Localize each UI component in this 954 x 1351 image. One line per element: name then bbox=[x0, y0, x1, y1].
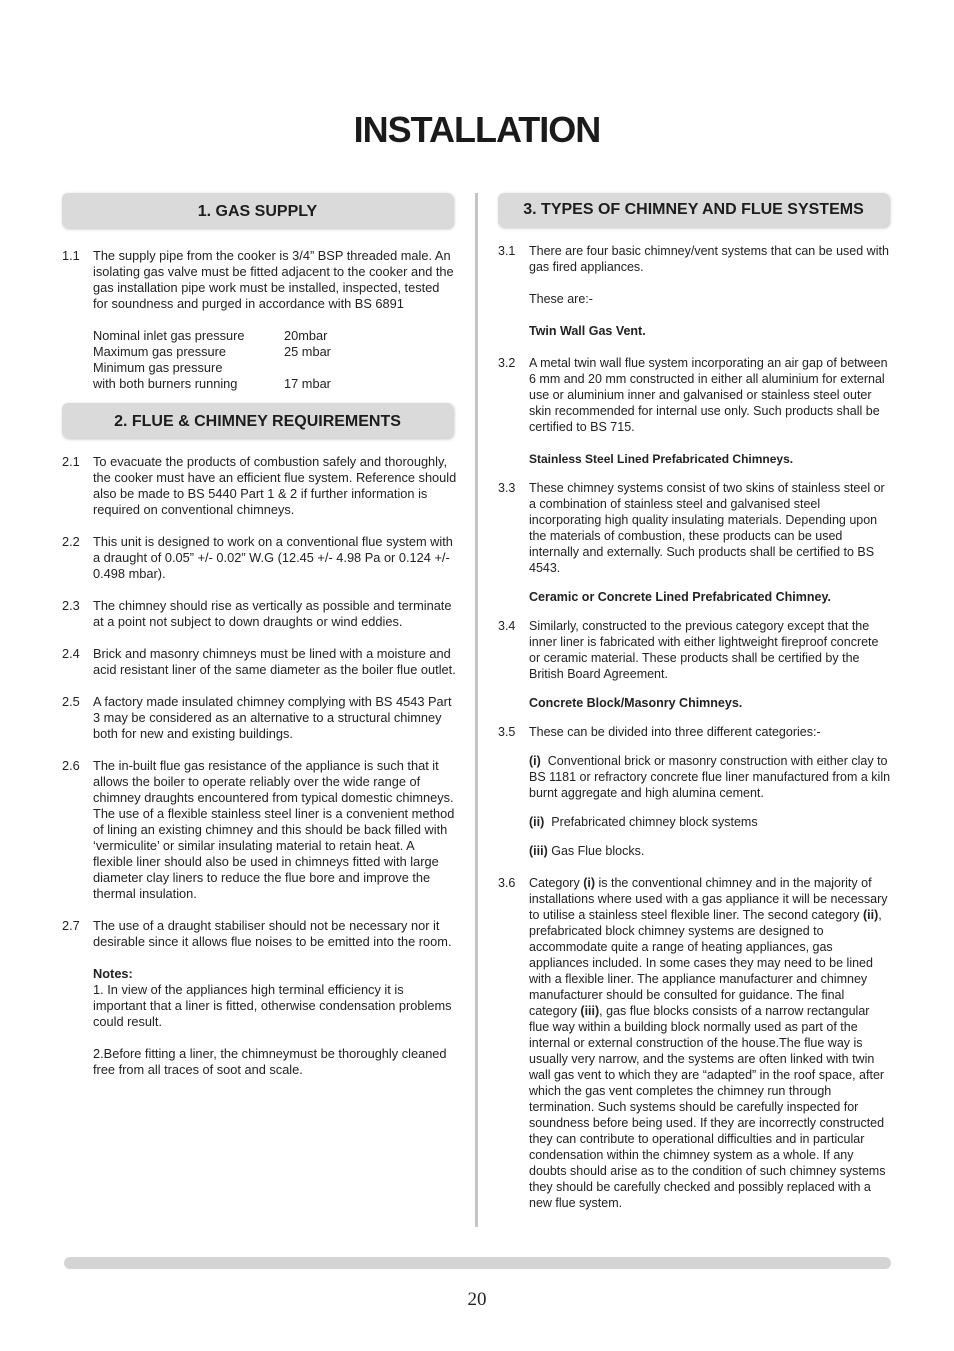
category-text: Conventional brick or masonry construction with either clay to BS 1181 or refractory concrete flue liner manufactured from a kiln burnt aggregate and high alumina cement. bbox=[529, 754, 891, 800]
text-run: , prefabricated block chimney systems are designed to accommodate quite a range of heating appliances, gas appliances included. In some cases they may need to be lined with a flexible liner. The appliance manufacturer and chimney manufacturer should be consulted for guidance. The final category bbox=[529, 908, 882, 1018]
pressure-row bbox=[93, 328, 457, 344]
paragraph-3-1 bbox=[498, 243, 893, 275]
pressure-value: 25 mbar bbox=[284, 344, 331, 359]
paragraph-text: To evacuate the products of combustion safely and thoroughly, the cooker must have an efficient flue system. Reference should also be made to BS 5440 Part 1 & 2 if further information is required on conventional chimneys. bbox=[93, 454, 457, 517]
notes-label: Notes: bbox=[93, 966, 133, 981]
paragraph-3-4 bbox=[498, 618, 893, 682]
paragraph-2-6 bbox=[62, 758, 457, 902]
category-i bbox=[529, 753, 893, 801]
category-text: Gas Flue blocks. bbox=[551, 844, 645, 858]
text-run: , gas flue blocks consists of a narrow rectangular flue way within a building block normally used as part of the internal or external construction of the house.The flue way is usually very narrow, and the systems are often linked with twin wall gas vent to which they are “adapted” in the roof space, after which the gas vent completes the chimney run through termination. Such systems should be carefully inspected for soundness before being used. If they are incorrectly constructed they can contribute to operational difficulties and in particular condensation within the chimney system as a whole. If any doubts should arise as to the condition of such chimney systems they should be carefully checked and possibly replaced with a new flue system. bbox=[529, 1004, 886, 1210]
paragraph-number: 3.5 bbox=[498, 725, 516, 739]
gas-supply-header: 1. GAS SUPPLY bbox=[62, 193, 453, 228]
paragraph-number: 3.2 bbox=[498, 356, 516, 370]
chimney-types-header: 3. TYPES OF CHIMNEY AND FLUE SYSTEMS bbox=[498, 193, 889, 227]
paragraph-number: 1.1 bbox=[62, 248, 80, 263]
paragraph-2-5 bbox=[62, 694, 457, 742]
category-ref: (iii) bbox=[580, 1004, 600, 1018]
note-1: 1. In view of the appliances high terminal efficiency it is important that a liner is fitted, otherwise condensation problems could result. bbox=[93, 982, 452, 1029]
paragraph-2-3 bbox=[62, 598, 457, 630]
paragraph-number: 2.6 bbox=[62, 758, 80, 773]
paragraph-text: These can be divided into three different categories:- bbox=[529, 725, 821, 739]
category-label: (ii) bbox=[529, 815, 545, 829]
paragraph-number: 2.3 bbox=[62, 598, 80, 613]
paragraph-number: 2.5 bbox=[62, 694, 80, 709]
gas-pressure-table bbox=[93, 328, 457, 392]
pressure-label: Minimum gas pressure bbox=[93, 360, 223, 375]
flue-requirements-header: 2. FLUE & CHIMNEY REQUIREMENTS bbox=[62, 403, 453, 438]
paragraph-number: 2.7 bbox=[62, 918, 80, 933]
paragraph-number: 3.3 bbox=[498, 481, 516, 495]
paragraph-text: There are four basic chimney/vent systems that can be used with gas fired appliances. bbox=[529, 244, 889, 274]
category-text: Prefabricated chimney block systems bbox=[551, 815, 758, 829]
these-are-text: These are:- bbox=[529, 292, 593, 306]
pressure-label: Nominal inlet gas pressure bbox=[93, 328, 245, 343]
page-number: 20 bbox=[467, 1289, 487, 1310]
category-iii bbox=[529, 843, 893, 859]
paragraph-text bbox=[529, 875, 893, 1211]
pressure-row bbox=[93, 344, 457, 360]
paragraph-number: 2.4 bbox=[62, 646, 80, 661]
subheading-twin-wall: Twin Wall Gas Vent. bbox=[529, 324, 646, 338]
paragraph-number: 3.1 bbox=[498, 244, 516, 258]
left-column bbox=[62, 193, 457, 1078]
paragraph-text: The in-built flue gas resistance of the appliance is such that it allows the boiler to operate reliably over the wide range of chimney draughts encountered from typical domestic chimneys. The use of a flexible stainless steel liner is a convenient method of lining an existing chimney and this should be back filled with ‘vermiculite’ or similar insulating material to retain heat. A flexible liner should also be used in chimneys fitted with large diameter clay liners to reduce the flue bore and improve the thermal insulation. bbox=[93, 758, 455, 901]
page-title: INSTALLATION bbox=[353, 109, 601, 150]
paragraph-number: 3.4 bbox=[498, 619, 516, 633]
subheading-stainless: Stainless Steel Lined Prefabricated Chimneys. bbox=[529, 452, 794, 466]
paragraph-number: 2.2 bbox=[62, 534, 80, 549]
paragraph-text: A metal twin wall flue system incorporating an air gap of between 6 mm and 20 mm constructed in either all aluminium for external use or aluminium inner and galvanised or stainless steel outer skin recommended for internal use only. Such products shall be certified to BS 715. bbox=[529, 356, 888, 434]
right-column bbox=[498, 193, 893, 1211]
note-2: 2.Before fitting a liner, the chimneymust be thoroughly cleaned free from all traces of soot and scale. bbox=[93, 1046, 447, 1077]
text-run: is the conventional chimney and in the majority of installations where used with a gas appliance it will be necessary to utilise a stainless steel flexible liner. The second category bbox=[529, 876, 888, 922]
category-ref: (i) bbox=[583, 876, 596, 890]
pressure-label: with both burners running bbox=[93, 376, 238, 391]
paragraph-text: The supply pipe from the cooker is 3/4” BSP threaded male. An isolating gas valve must be fitted adjacent to the cooker and the gas installation pipe work must be installed, inspected, tested for soundness and purged in accordance with BS 6891 bbox=[93, 248, 454, 311]
category-label: (i) bbox=[529, 754, 541, 768]
paragraph-text: Brick and masonry chimneys must be lined with a moisture and acid resistant liner of the same diameter as the boiler flue outlet. bbox=[93, 646, 456, 677]
paragraph-2-4 bbox=[62, 646, 457, 678]
pressure-row bbox=[93, 376, 457, 392]
paragraph-3-2 bbox=[498, 355, 893, 435]
paragraph-3-6 bbox=[498, 875, 893, 1211]
pressure-value: 20mbar bbox=[284, 328, 328, 343]
paragraph-3-3 bbox=[498, 480, 893, 576]
paragraph-2-1 bbox=[62, 454, 457, 518]
paragraph-text: Similarly, constructed to the previous category except that the inner liner is fabricated with either lightweight fireproof concrete or ceramic material. These products shall be certified by the British Board Agreement. bbox=[529, 619, 879, 681]
paragraph-text: These chimney systems consist of two skins of stainless steel or a combination of stainless steel and galvanised steel incorporating high quality insulating materials. Depending upon the materials of combustion, these products can be used internally and externally. Such products shall be certified to BS 4543. bbox=[529, 481, 885, 575]
paragraph-text: This unit is designed to work on a conventional flue system with a draught of 0.05” +/- 0.02” W.G (12.45 +/- 4.98 Pa or 0.124 +/- 0.498 mbar). bbox=[93, 534, 453, 581]
category-label: (iii) bbox=[529, 844, 548, 858]
category-ref: (ii) bbox=[862, 908, 879, 922]
text-run: Category bbox=[529, 876, 584, 890]
footer-bar bbox=[64, 1257, 891, 1269]
paragraph-number: 2.1 bbox=[62, 454, 80, 469]
paragraph-number: 3.6 bbox=[498, 876, 516, 890]
subheading-concrete: Concrete Block/Masonry Chimneys. bbox=[529, 696, 743, 710]
paragraph-2-7 bbox=[62, 918, 457, 950]
paragraph-2-2 bbox=[62, 534, 457, 582]
pressure-value: 17 mbar bbox=[284, 376, 331, 391]
category-ii bbox=[529, 814, 893, 830]
paragraph-text: A factory made insulated chimney complying with BS 4543 Part 3 may be considered as an alternative to a structural chimney both for new and existing buildings. bbox=[93, 694, 452, 741]
paragraph-1-1 bbox=[62, 248, 457, 312]
subheading-ceramic: Ceramic or Concrete Lined Prefabricated Chimney. bbox=[529, 590, 831, 604]
paragraph-3-5 bbox=[498, 724, 893, 740]
pressure-label: Maximum gas pressure bbox=[93, 344, 226, 359]
paragraph-text: The use of a draught stabiliser should not be necessary nor it desirable since it allows flue noises to be emitted into the room. bbox=[93, 918, 452, 949]
pressure-row bbox=[93, 360, 457, 376]
column-divider bbox=[475, 193, 478, 1227]
paragraph-text: The chimney should rise as vertically as possible and terminate at a point not subject to down draughts or wind eddies. bbox=[93, 598, 452, 629]
